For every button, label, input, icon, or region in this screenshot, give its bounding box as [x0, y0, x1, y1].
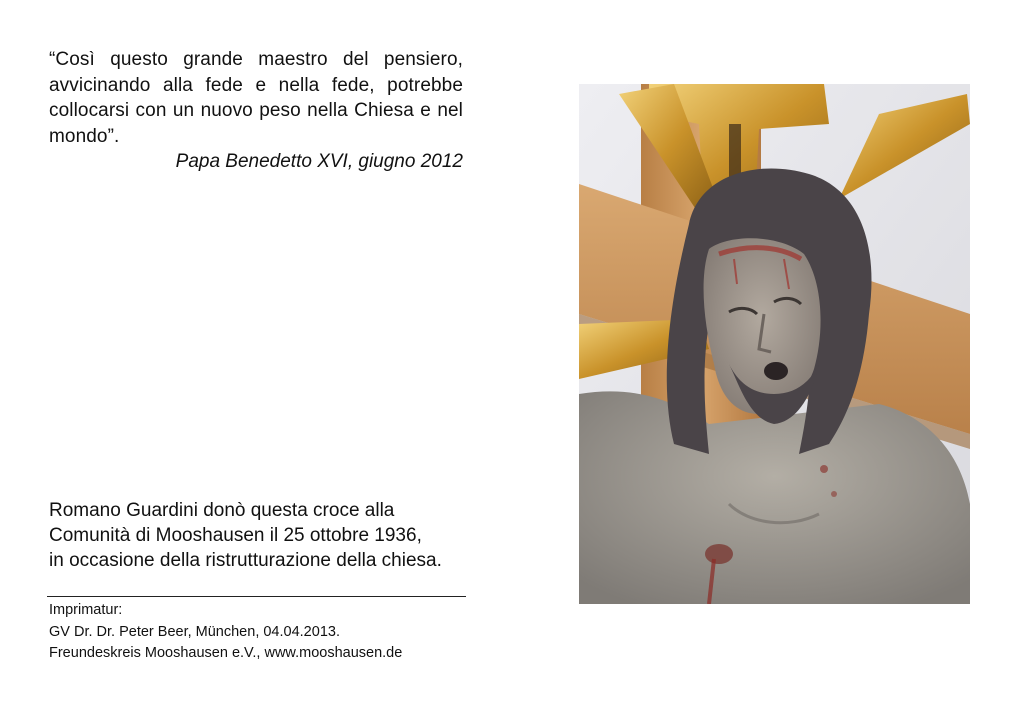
crucifix-photo — [579, 84, 970, 604]
imprimatur-authority: GV Dr. Dr. Peter Beer, München, 04.04.2013. — [49, 623, 340, 640]
quote-attribution: Papa Benedetto XVI, giugno 2012 — [175, 151, 463, 172]
dedication-line: in occasione della ristrutturazione della chiesa. — [49, 550, 442, 571]
quote-text: “Così questo grande maestro del pensiero, avvicinando alla fede e nella fede, potrebbe collocarsi con un nuovo peso nella Chiesa e nel mondo”. — [49, 49, 463, 147]
imprint — [49, 600, 479, 665]
publisher-line: Freundeskreis Mooshausen e.V., www.mooshausen.de — [49, 645, 403, 661]
crucifix-image — [579, 84, 970, 604]
divider-rule — [47, 596, 466, 597]
dedication-line: Comunità di Mooshausen il 25 ottobre 1936, — [49, 525, 422, 546]
dedication-line: Romano Guardini donò questa croce alla — [49, 500, 395, 521]
dedication — [49, 498, 479, 573]
imprimatur-label: Imprimatur: — [49, 602, 123, 618]
